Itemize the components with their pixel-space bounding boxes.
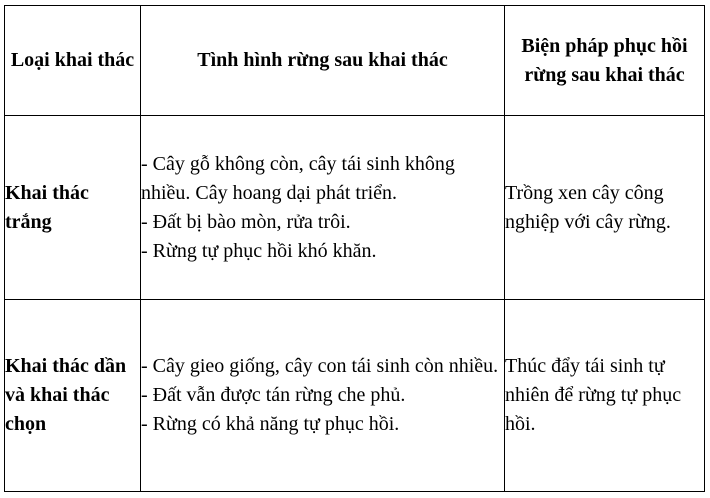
situation-line: - Đất vẫn được tán rừng che phủ. — [141, 384, 406, 406]
situation-line: - Cây gieo giống, cây con tái sinh còn nhiều. — [141, 355, 499, 377]
harvest-type-cell: Khai thác dần và khai thác chọn — [5, 300, 141, 492]
situation-line: - Cây gỗ không còn, cây tái sinh không nhiều. Cây hoang dại phát triển. — [141, 152, 455, 204]
harvest-type-cell: Khai thác trắng — [5, 116, 141, 300]
header-forest-situation: Tình hình rừng sau khai thác — [141, 6, 505, 116]
situation-line: - Đất bị bào mòn, rửa trôi. — [141, 210, 351, 233]
recovery-measure-cell: Trồng xen cây công nghiệp với cây rừng. — [505, 116, 705, 300]
forest-situation-cell — [141, 300, 505, 492]
forest-harvest-table — [4, 5, 705, 492]
forest-situation-cell — [141, 116, 505, 300]
situation-line: - Rừng có khả năng tự phục hồi. — [141, 413, 400, 435]
table-row — [5, 300, 705, 492]
header-row — [5, 6, 705, 116]
recovery-measure-cell: Thúc đẩy tái sinh tự nhiên để rừng tự phục hồi. — [505, 300, 705, 492]
header-harvest-type: Loại khai thác — [5, 6, 141, 116]
header-recovery-measure: Biện pháp phục hồi rừng sau khai thác — [505, 6, 705, 116]
situation-line: - Rừng tự phục hồi khó khăn. — [141, 239, 377, 262]
table-row — [5, 116, 705, 300]
